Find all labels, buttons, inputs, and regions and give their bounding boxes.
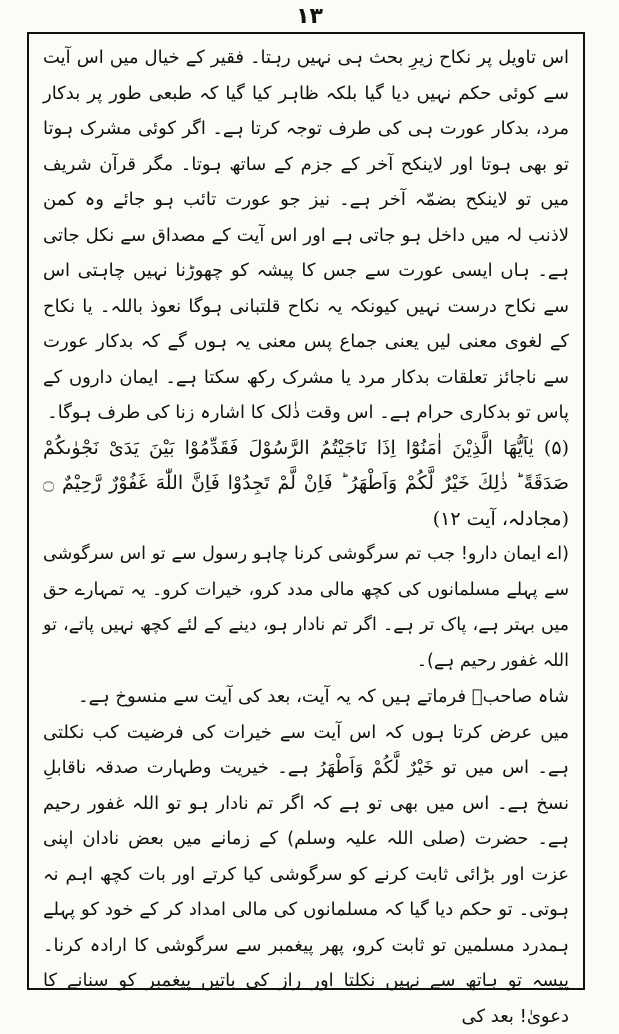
quran-verse: (۵) یٰاَیُّھَا الَّذِیْنَ اٰمَنُوْٓا اِذَا نَاجَیْتُمُ الرَّسُوْلَ فَقَدِّمُوْا بَیْنَ یَدَیْ نَجْوٰىكُمْ صَدَقَةً ؕ ذٰلِكَ خَیْرٌ لَّكُمْ وَاَطْهَرُ ؕ فَاِنْ لَّمْ تَجِدُوْا فَاِنَّ اللّٰهَ غَفُوْرٌ رَّحِیْمٌ ۝ (مجادلہ، آیت ۱۲) [43, 431, 569, 538]
paragraph-commentary: اس تاویل پر نکاح زیرِ بحث ہی نہیں رہتا۔ فقیر کے خیال میں اس آیت سے کوئی حکم نہیں دیا گیا بلکہ ظاہر کیا گیا کہ طبعی طور پر بدکار مرد، بدکار عورت ہی کی طرف توجہ کرتا ہے۔ اگر کوئی مشرک ہوتا تو بھی ہوتا اور لاینکح آخر کے جزم کے ساتھ ہوتا۔ مگر قرآن شریف میں تو لاینکح بضمّہ آخر ہے۔ نیز جو عورت تائب ہو جائے وہ کمن لاذنب لہ میں داخل ہو جاتی ہے اور اس آیت کے مصداق سے نکل جاتی ہے۔ ہاں ایسی عورت سے جس کا پیشہ کو چھوڑنا نہیں چاہتی اس سے نکاح درست نہیں کیونکہ یہ نکاح قلتبانی ہوگا نعوذ باللہ۔ یا نکاح کے لغوی معنی لیں یعنی جماع پس معنی یہ ہوں گے کہ بدکار عورت سے ناجائز تعلقات بدکار مرد یا مشرک رکھ سکتا ہے۔ ایمان داروں کے پاس تو بدکاری حرام ہے۔ اس وقت ذٰلک کا اشارہ زنا کی طرف ہوگا۔ [43, 40, 569, 431]
page-body [43, 40, 569, 1034]
paragraph-shah-sahib: شاہ صاحبؒ فرماتے ہیں کہ یہ آیت، بعد کی آیت سے منسوخ ہے۔ [43, 679, 569, 715]
page-number: ١٣ [0, 4, 619, 29]
page-frame [27, 32, 585, 990]
verse-translation: (اے ایمان دارو! جب تم سرگوشی کرنا چاہو رسول سے تو اس سرگوشی سے پہلے مسلمانوں کی کچھ مالی مدد کرو، خیرات کرو۔ یہ تمہارے حق میں بہتر ہے، پاک تر ہے۔ اگر تم نادار ہو، دینے کے لئے کچھ نہیں پاتے، تو اللہ غفور رحیم ہے)۔ [43, 537, 569, 679]
paragraph-author-reply: میں عرض کرتا ہوں کہ اس آیت سے خیرات کی فرضیت کب نکلتی ہے۔ اس میں تو خَیْرٌ لَّكُمْ وَاَطْهَرُ ہے۔ خیریت وطہارت صدقہ ناقابلِ نسخ ہے۔ اس میں بھی تو ہے کہ اگر تم نادار ہو تو اللہ غفور رحیم ہے۔ حضرت (صلی اللہ علیہ وسلم) کے زمانے میں بعض نادان اپنی عزت اور بڑائی ثابت کرنے کو سرگوشی کیا کرتے اور بات کچھ اہم نہ ہوتی۔ تو حکم دیا گیا کہ مسلمانوں کی مالی امداد کر کے خود کو پہلے ہمدرد مسلمین تو ثابت کرو، پھر پیغمبر سے سرگوشی کا ارادہ کرنا۔ پیسہ تو ہاتھ سے نہیں نکلتا اور راز کی باتیں پیغمبر کو سنانے کا دعویٰ! بعد کی [43, 715, 569, 1034]
